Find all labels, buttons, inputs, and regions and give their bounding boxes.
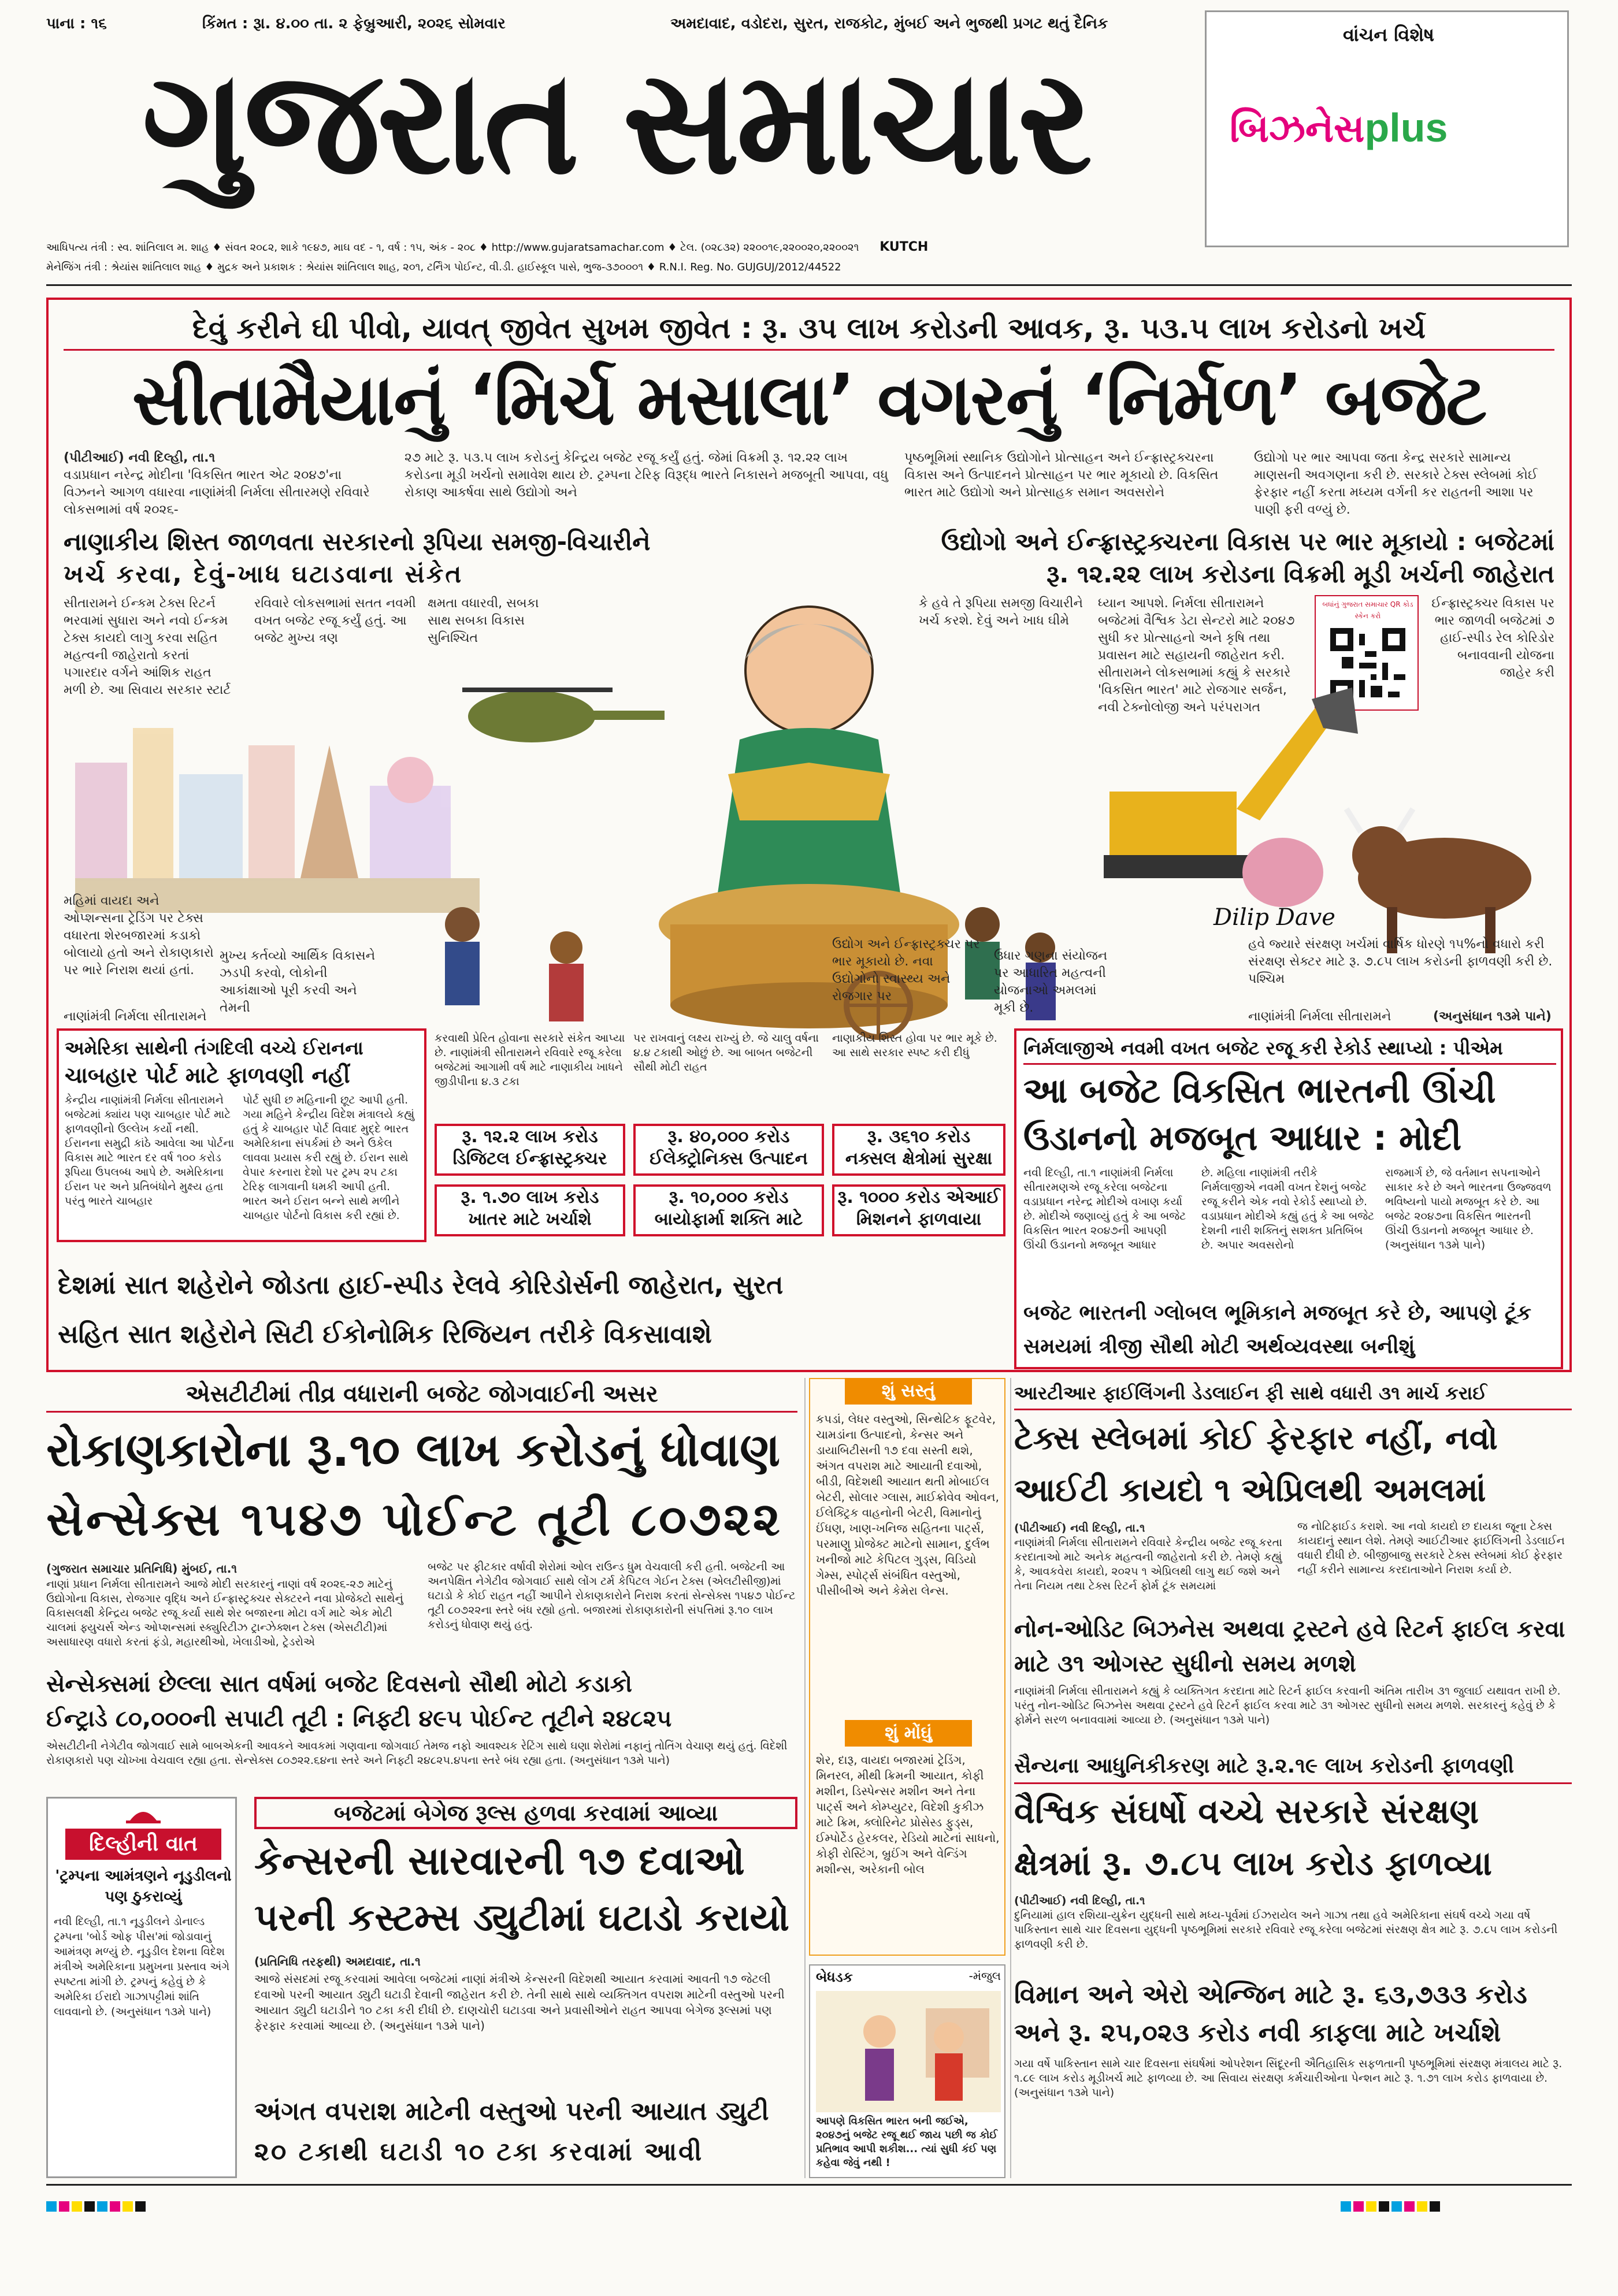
fact-box-2-label: ઈલેક્ટ્રોનિક્સ ઉત્પાદન [650,1149,808,1169]
cancer-headline-1[interactable]: કેન્સરની સારવારની ૧૭ દવાઓ [254,1838,745,1884]
sensex-kicker-rule [46,1411,797,1413]
lead-body-g: મહિમાં વાયદા અને ઓપ્શન્સના ટ્રેડિંગ પર ટેક્સ વધારતા શેરબજારમાં કડાકો બોલાયો હતો અને રોકાણકારો પર ભારે નિરાશ થયાં હતાં. [64,894,214,978]
registration-swatch [84,2201,95,2212]
modi-box [1014,1028,1563,1369]
bedhadak-cartoon [809,1964,1005,2178]
tax-headline-1[interactable]: ટેક્સ સ્લેબમાં કોઈ ફેરફાર નહીં, નવો [1014,1420,1498,1457]
fact-box-6-amount: રૂ. ૧૦૦૦ કરોડ એઆઈ [837,1187,1000,1208]
tax-body-3: નાણાંમંત્રી નિર્મલા સીતારામને કહ્યું કે વ્યક્તિગત કરદાતા માટે રિટર્ન ફાઈલ કરવાની અંતિમ તારીખ ૩૧ જુલાઈ યથાવત રાખી છે. પરંતુ નોન-ઓડિટ બિઝનેસ અથવા ટ્રસ્ટને હવે રિટર્ન ફાઈલ કરવા માટે ૩૧ ઓગસ્ટ સુધીનો સમય મળશે. સરકારનું કહેવું છે કે ફોર્મને સરળ બનાવવામાં આવ્યા છે. (અનુસંધાન ૧૩મે પાને) [1014,1685,1561,1726]
cancer-dateline: (પ્રતિનિધિ તરફથી) અમદાવાદ, તા.૧ [254,1955,421,1968]
newspaper-title: ગુજરાત સમાચાર [142,36,1089,206]
defence-kicker-rule [1014,1782,1572,1784]
cancer-body: આજે સંસદમાં રજૂ કરવામાં આવેલા બજેટમાં નાણાં મંત્રીએ કેન્સરની વિદેશથી આયાત કરવામાં આવતી ૧૭ જેટલી દવાઓ પરની આયાત ડ્યુટી ઘટાડી દેવાની જાહેરાત કરી છે. તેની સાથે સાથે વ્યક્તિગત વપરાશ માટેની વસ્તુઓ પરની આયાત ડ્યુટી ઘટાડીને ૧૦ ટકા કરી દીધી છે. દાણચોરી ઘટાડવા અને પ્રવાસીઓને રાહત આપવા બેગેજ રૂલ્સમાં પણ ફેરફાર કરવામાં આવ્યા છે. (અનુસંધાન ૧૩મે પાને) [254,1972,785,2033]
special-label: વાંચન વિશેષ [1342,24,1435,46]
sensex-sub-1: સેન્સેક્સમાં છેલ્લા સાત વર્ષમાં બજેટ દિવસનો સૌથી મોટો કડાકો [46,1671,633,1697]
lead-headline[interactable]: સીતામૈયાનું ‘મિર્ચ મસાલા’ વગરનું ‘નિર્મળ’ બજેટ [132,359,1486,441]
fact-box-1-amount: રૂ. ૧૨.૨ લાખ કરોડ [462,1127,598,1147]
lead-intro-mid: ૨૭ માટે રૂ. ૫૩.૫ લાખ કરોડનું કેન્દ્રિય બજેટ રજૂ કર્યું હતું. જેમાં વિક્રમી રૂ. ૧૨.૨૨ લાખ કરોડના મૂડી ખર્ચનો સમાવેશ થાય છે. ટ્રમ્પના ટેરિફ વિરૂદ્ધ ભારતે નિકાસને મજબૂતી આપવા, વધુ રોકાણ આકર્ષવા સાથે ઉદ્યોગો અને [404,451,888,500]
modi-kicker-rule [1023,1063,1556,1065]
registration-swatch [59,2201,69,2212]
lead-dateline: (પીટીઆઈ) નવી દિલ્હી, તા.૧ [64,451,216,465]
imprint-line-1 [46,240,1196,259]
supplement-promo[interactable] [1205,10,1569,247]
delhi-column [46,1797,237,2178]
chabahar-headline-2: ચાબહાર પોર્ટ માટે ફાળવણી નહીં [65,1062,350,1088]
defence-body-2: ગયા વર્ષે પાકિસ્તાન સામે ચાર દિવસના સંઘર્ષમાં ઓપરેશન સિંદૂરની ઐતિહાસિક સફળતાની પૃષ્ઠભૂમિમાં સંરક્ષણ મંત્રાલય માટે રૂ. ૧.૮૯ લાખ કરોડ મૂડીખર્ચ માટે ફાળવ્યા છે. આ સિવાય સંરક્ષણ કર્મચારીઓના પેન્શન માટે રૂ. ૧.૭૧ લાખ કરોડ ફાળવાયા છે. (અનુસંધાન ૧૩મે પાને) [1014,2057,1563,2099]
registration-swatch [1430,2201,1440,2212]
fact-box-6 [832,1184,1005,1236]
chabahar-box [57,1028,426,1242]
defence-headline-1[interactable]: વૈશ્વિક સંઘર્ષો વચ્ચે સરકારે સંરક્ષણ [1014,1792,1479,1831]
column-divider [804,1378,806,2178]
fact-box-2 [633,1124,824,1176]
supplement-name: બિઝનેસ [1230,106,1365,151]
tax-body-2: જ નોટિફાઈડ કરાશે. આ નવો કાયદો છ દાયકા જૂના ટેક્સ કાયદાનું સ્થાન લેશે. તેમણે આઈટીઆર ફાઈલિંગની ડેડલાઈન વધારી દીધી છે. બીજીબાજુ સરકારે ટેક્સ સ્લેબમાં કોઈ ફેરફાર નહીં કરીને સામાન્ય કરદાતાઓને નિરાશ કર્યા છે. [1297,1520,1565,1576]
defence-body-1: દુનિયામાં હાલ રશિયા-યુક્રેન યુદ્ધની સાથે મધ્ય-પૂર્વમાં ઈઝરાયેલ અને ગાઝા તથા હવે અમેરિકાના સંઘર્ષ વચ્ચે ગયા વર્ષે પાકિસ્તાન સાથે ચાર દિવસના યુદ્ધની પૃષ્ઠભૂમિમાં સરકારે રવિવારે રજૂ કરેલા બજેટમાં સંરક્ષણ ક્ષેત્ર માટે રૂ. ૭.૮૫ લાખ કરોડની ફાળવણી કરી છે. [1014,1909,1558,1951]
defence-sub-1: વિમાન અને એરો એન્જિન માટે રૂ. ૬૩,૭૩૩ કરોડ [1014,1980,1527,2009]
fact-box-1-label: ડિજિટલ ઈન્ફ્રાસ્ટ્રક્ચર [452,1149,607,1169]
registration-swatch [135,2201,146,2212]
cheaper-body: કપડાં, લેધર વસ્તુઓ, સિન્થેટિક ફૂટવેર, ચામડાંના ઉત્પાદનો, કેન્સર અને ડાયાબિટીસની ૧૭ દવા સસ્તી થશે, અંગત વપરાશ માટે આયાતી દવાઓ, બીડી, વિદેશથી આયાત થતી મોબાઈલ બેટરી, સોલાર ગ્લાસ, માઈક્રોવેવ ઓવન, ઈલેક્ટ્રિક વાહનોની બેટરી, વિમાનોનું ઈંધણ, ખાણ-ખનિજ સહિતના પાર્ટ્સ, પરમાણુ પ્રોજેક્ટ માટેનો સામાન, દુર્લભ ખનીજો માટે કેપિટલ ગુડ્સ, વિડિયો ગેમ્સ, સ્પોર્ટ્સ સંબંધિત વસ્તુઓ, પીસીબીએ અને કેમેરા લેન્સ. [816,1412,999,1597]
color-registration-strip [46,2195,1572,2219]
sensex-sub-2: ઈન્ટ્રાડે ૮૦,૦૦૦ની સપાટી તૂટી : નિફ્ટી ૪૯૫ પોઈન્ટ તૂટીને ૨૪૮૨૫ [46,1706,672,1732]
rail-headline-1: દેશમાં સાત શહેરોને જોડતા હાઈ-સ્પીડ રેલવે કોરિડોર્સની જાહેરાત, સુરત [58,1270,784,1300]
delhi-headline: 'ટ્રમ્પના આમંત્રણને નૂડુડીલનો પણ ઠુકરાવ્યું [55,1867,232,1905]
page-label: પાના : ૧૬ [46,15,107,32]
fact-box-3-amount: રૂ. ૩૬૧૦ કરોડ [867,1127,971,1147]
supplement-plus: plus [1364,105,1448,150]
cancer-kicker: બજેટમાં બેગેજ રૂલ્સ હળવા કરવામાં આવ્યા [254,1797,797,1829]
costlier-label: શું મોંઘું [845,1720,972,1747]
tax-body-1: નાણાંમંત્રી નિર્મલા સીતારામને રવિવારે કેન્દ્રીય બજેટ રજૂ કરતા કરદાતાઓ માટે અનેક મહત્વની જાહેરાતો કરી છે. તેમણે કહ્યું કે, આવકવેરા કાયદો, ૨૦૨૫ ૧ એપ્રિલથી લાગુ થઈ જશે અને તેના નિયમ તથા ટેક્સ રિટર્ન ફોર્મ ટૂંક સમયમાં [1014,1536,1282,1592]
column-divider [1010,1378,1011,2178]
fact-box-2-amount: રૂ. ૪૦,૦૦૦ કરોડ [667,1127,790,1147]
sensex-headline-2[interactable]: સેન્સેક્સ ૧૫૪૭ પોઈન્ટ તૂટી ૮૦૭૨૨ [46,1492,782,1546]
fact-box-4-amount: રૂ. ૧.૭૦ લાખ કરોડ [461,1187,599,1208]
lead-cont-1: નાણાંમંત્રી નિર્મલા સીતારામને [64,1009,207,1024]
registration-swatch [1366,2201,1376,2212]
lead-body-k: ઉદ્યોગ અને ઈન્ફ્રાસ્ટ્રક્ચર પર ભાર મૂકાયો છે. નવા ઉદ્યોગોનો સ્વાસ્થ્ય અને રોજગાર પર [832,937,980,1004]
sensex-dateline: (ગુજરાત સમાચાર પ્રતિનિધિ) મુંબઈ, તા.૧ [46,1562,237,1576]
lead-body-f: ઈન્ફ્રાસ્ટ્રક્ચર વિકાસ પર ભાર જાળવી બજેટમાં ૭ હાઈ-સ્પીડ રેલ કોરિડોર બનાવવાની યોજના જાહેર કરી [1431,596,1554,680]
defence-dateline: (પીટીઆઈ) નવી દિલ્હી, તા.૧ [1014,1894,1145,1907]
bedhadak-caption: આપણે વિકસિત ભારત બની જઈએ, ૨૦૪૭નું બજેટ રજૂ થઈ જાય પછી જ કોઈ પ્રતિભાવ આપી શકીશ... ત્યાં સુધી કંઈ પણ કહેવા જેવું નથી ! [816,2115,998,2169]
modi-kicker: નિર્મલાજીએ નવમી વખત બજેટ રજૂ કરી રેકોર્ડ સ્થાપ્યો : પીએમ [1023,1037,1503,1059]
defence-sub-2: અને રૂ. ૨૫,૦૨૩ કરોડ નવી કાફલા માટે ખર્ચાશે [1014,2018,1501,2048]
bedhadak-artist: -મંજુલ [968,1969,1001,1983]
lead-sub-left-2: ખર્ચ કરવા, દેવું-ખાધ ઘટાડવાના સંકેત [64,560,463,588]
city-skyline-icon [75,728,480,913]
lead-body-h: મુખ્ય કર્તવ્યો આર્થિક વિકાસને ઝડપી કરવો, લોકોની આકાંક્ષાઓ પૂરી કરવી અને તેમની [220,949,376,1015]
lead-cont-2: નાણાંમંત્રી નિર્મલા સીતારામને [1248,1009,1391,1024]
lead-body-j: ઉધાર ગણના સંયોજન પર આધારિત મહત્વની યોજનાઓ અમલમાં મૂકી છે. [994,949,1108,1015]
kicker-underline [64,349,1554,351]
registration-swatch [46,2201,57,2212]
fact-box-4 [435,1184,625,1236]
registration-swatch [1417,2201,1427,2212]
sensex-body-3: એસટીટીની નેગેટીવ જોગવાઈ સામે બાબએકની આવકને આવકમાં ગણવાના જોગવાઈ તેમજ નફો આવશ્યક રેટિંગ સાથે ઘણા શેરોમાં નફાનું તોતિંગ વેચાણ થયું હતું. વિદેશી રોકાણકારો પણ ચોખ્ખા વેચવાલ રહ્યા હતા. સેન્સેક્સ ૮૦૭૨૨.૬૪ના સ્તરે અને નિફ્ટી ૨૪૮૨૫.૪૫ના સ્તરે બંધ રહ્યા હતા. (અનુસંધાન ૧૩મે પાને) [46,1740,788,1767]
delhi-label: દિલ્હીની વાત [65,1829,221,1860]
fact-box-1 [435,1124,625,1176]
rail-headline-2: સહિત સાત શહેરોને સિટી ઈકોનોમિક રિજિયન તરીકે વિકસાવાશે [58,1320,712,1349]
helicopter-icon [462,688,665,742]
tax-sub: નોન-ઓડિટ બિઝનેસ અથવા ટ્રસ્ટને હવે રિટર્ન ફાઈલ કરવા માટે ૩૧ ઓગસ્ટ સુધીનો સમય મળશે [1014,1616,1565,1677]
modi-headline-2[interactable]: ઉડાનનો મજબૂત આધાર : મોદી [1023,1118,1462,1158]
cancer-deck-2: ૨૦ ટકાથી ઘટાડી ૧૦ ટકા કરવામાં આવી [254,2137,704,2167]
lead-body-a: સીતારામને ઈન્કમ ટેક્સ રિટર્ન ભરવામાં સુધારા અને નવો ઈન્કમ ટેક્સ કાયદો લાગુ કરવા સહિત મહત્વની જાહેરાતો કરતાં પગારદાર વર્ગને આંશિક રાહત મળી છે. આ સિવાય સરકાર સ્ટાર્ટ [64,596,231,697]
lead-sub-right-1: ઉદ્યોગો અને ઈન્ફ્રાસ્ટ્રક્ચરના વિકાસ પર ભાર મૂકાયો : બજેટમાં [941,527,1554,556]
chabahar-headline-1: અમેરિકા સાથેની તંગદિલી વચ્ચે ઈરાનના [65,1037,363,1059]
cheaper-label: શું સસ્તું [845,1378,972,1405]
imprint-line-2: મેનેજિંગ તંત્રી : શ્રેયાંસ શાંતિલાલ શાહ ♦ મુદ્રક અને પ્રકાશક : શ્રેયાંસ શાંતિલાલ શાહ, ૨૦૧, ટર્નિંગ પોઈન્ટ, વી.ડી. હાઈસ્કૂલ પાસે, ભુજ-૩૭૦૦૦૧ ♦ R.N.I. Reg. No. GUJGUJ/2012/44522 [46,261,841,273]
tax-kicker-rule [1014,1409,1572,1410]
sensex-body-1: નાણાં પ્રધાન નિર્મલા સીતારામને આજે મોદી સરકારનું નાણાં વર્ષ ૨૦૨૬-૨૭ માટેનું ઉદ્યોગોના વિકાસ, રોજગાર વૃદ્ધિ અને ઈન્ફ્રાસ્ટ્રક્ચર સેક્ટરને નવા પ્રોજેક્ટો સાથેનું વિકાસલક્ષી કેન્દ્રિય બજેટ રજૂ કર્યા સાથે શેર બજારના મોટા વર્ગ માટે એક મોટી ચાલમાં ફ્યુચર્સ એન્ડ ઓપ્શન્સમાં સ્ક્યુરિટીઝ ટ્રાન્ઝેક્શન ટેક્સ (એસટીટી)માં અસાધારણ વધારો કરતાં ફંડો, મહારથીઓ, ખેલાડીઓ, ટ્રેડરોએ [46,1578,403,1648]
tax-headline-2[interactable]: આઈટી કાયદો ૧ એપ્રિલથી અમલમાં [1014,1472,1486,1509]
registration-swatch [110,2201,120,2212]
lead-intro-far: ઉદ્યોગો પર ભાર આપવા જતા કેન્દ્ર સરકારે સામાન્ય માણસની અવગણના કરી છે. સરકારે ટેક્સ સ્લેબમાં કોઈ ફેરફાર નહીં કરતા મધ્યમ વર્ગની કર રાહતની આશા પર પાણી ફરી વળ્યું છે. [1254,451,1538,517]
registration-right [1341,2201,1572,2213]
editions-line: અમદાવાદ, વડોદરા, સુરત, રાજકોટ, મુંબઈ અને ભુજથી પ્રગટ થતું દૈનિક [670,15,1108,32]
registration-swatch [1404,2201,1415,2212]
facts-intro-1: કરવાથી પ્રેરિત હોવાના સરકારે સંકેત આપ્યા છે. નાણાંમંત્રી સીતારામને રવિવારે રજૂ કરેલા બજેટમાં આગામી વર્ષ માટે નાણાકીય ખાધને જીડીપીના ૪.૩ ટકા [435,1032,625,1088]
defence-headline-2[interactable]: ક્ષેત્રમાં રૂ. ૭.૮૫ લાખ કરોડ ફાળવ્યા [1014,1844,1492,1883]
fact-box-5-label: બાયોફાર્મા શક્તિ માટે [654,1209,803,1229]
modi-body-1: નવી દિલ્હી, તા.૧ નાણાંમંત્રી નિર્મલા સીતારમણએ રજૂ કરેલા બજેટના વડાપ્રધાન નરેન્દ્ર મોદીએ વખાણ કર્યા છે. મોદીએ જણાવ્યું હતું કે આ બજેટ વિકસિત ભારત ૨૦૪૭ની આપણી ઊંચી ઉડાનનો મજબૂત આધાર [1023,1166,1186,1251]
sensex-kicker: એસટીટીમાં તીવ્ર વધારાની બજેટ જોગવાઈની અસર [185,1381,658,1407]
registration-swatch [1341,2201,1351,2212]
fact-box-6-label: મિશનને ફાળવાયા [856,1209,982,1229]
facts-intro-3: નાણાકીય શિસ્ત હોવા પર ભાર મૂકે છે. આ સાથે સરકાર સ્પષ્ટ કરી દીધું [832,1032,997,1059]
bedhadak-illustration-icon [816,1991,1001,2112]
cheaper-box [809,1378,1005,1956]
chabahar-body-2: પોર્ટ સુધી છ મહિનાની છૂટ આપી હતી. ગયા મહિને કેન્દ્રીય વિદેશ મંત્રાલયે કહ્યું હતું કે ચાબહાર પોર્ટ વિવાદ મુદ્દે ભારત અમેરિકાના સંપર્કમાં છે અને ઉકેલ લાવવા પ્રયાસ કરી રહ્યું છે. ઈરાન સાથે વેપાર કરનારા દેશો પર ટ્રમ્પ ૨૫ ટકા ટેરિફ લાગવાની ધમકી આપી હતી. ભારત અને ઈરાન બન્ને સાથે મળીને ચાબહાર પોર્ટનો વિકાસ કરી રહ્યાં છે. [243,1094,415,1222]
tax-kicker: આરટીઆર ફાઈલિંગની ડેડલાઈન ફી સાથે વધારી ૩૧ માર્ચ કરાઈ [1014,1382,1487,1404]
registration-swatch [72,2201,82,2212]
modi-body-2: છે. મહિલા નાણાંમંત્રી તરીકે નિર્મલાજીએ નવમી વખત દેશનું બજેટ રજૂ કરીને એક નવો રેકોર્ડ સ્થાપ્યો છે. વડાપ્રધાન મોદીએ કહ્યું હતું કે આ બજેટ દેશની નારી શક્તિનું સશક્ત પ્રતિબિંબ છે. અપાર અવસરોનો [1201,1166,1375,1251]
bedhadak-label: બેધડક [816,1969,853,1985]
lead-sub-right-2: રૂ. ૧૨.૨૨ લાખ કરોડના વિક્રમી મૂડી ખર્ચની જાહેરાત [1046,560,1554,588]
lead-body-d: કે હવે તે રૂપિયા સમજી વિચારીને ખર્ચ કરશે. દેવું અને ખાધ ઘીમે [919,596,1083,628]
defence-kicker: સૈન્યના આધુનિકીકરણ માટે રૂ.૨.૧૯ લાખ કરોડની ફાળવણી [1014,1754,1515,1778]
registration-swatch [97,2201,107,2212]
cancer-deck-1: અંગત વપરાશ માટેની વસ્તુઓ પરની આયાત ડ્યુટી [254,2097,769,2126]
lead-body-e: ધ્યાન આપશે. નિર્મલા સીતારામને બજેટમાં વૈશ્વિક ડેટા સેન્ટરો માટે ૨૦૪૭ સુધી કર પ્રોત્સાહનો અને કૃષિ તથા પ્રવાસન માટે સહાયની જાહેરાત કરી. સીતારામને લોકસભામાં કહ્યું કે સરકારે 'વિકસિત ભારત' માટે રોજગાર સર્જન, નવી ટેક્નોલોજી અને પરંપરાગત [1098,596,1295,715]
facts-intro-2: પર રાખવાનું લક્ષ્ય રાખ્યું છે. જે ચાલુ વર્ષના ૪.૪ ટકાથી ઓછું છે. આ બાબત બજેટની સૌથી મોટી રાહત [633,1032,819,1073]
parliament-icon [123,1803,164,1826]
modi-body-3: રાજમાર્ગ છે, જે વર્તમાન સપનાઓને સાકાર કરે છે અને ભારતના ઉજ્જવળ ભવિષ્યનો પાયો મજબૂત કરે છે. આ બજેટ ૨૦૪૭ના વિકસિત ભારતની ઊંચી ઉડાનનો મજબૂત આધાર છે. (અનુસંધાન ૧૩મે પાને) [1385,1166,1552,1251]
modi-deck: બજેટ ભારતની ગ્લોબલ ભૂમિકાને મજબૂત કરે છે, આપણે ટૂંક સમયમાં ત્રીજી સૌથી મોટી અર્થવ્યવસ્થા બનીશું [1023,1301,1532,1358]
fact-box-3 [832,1124,1005,1176]
lead-sub-left-1: નાણાકીય શિસ્ત જાળવતા સરકારનો રૂપિયા સમજી-વિચારીને [64,527,651,556]
costlier-body: શેર, દારૂ, વાયદા બજારમાં ટ્રેડિંગ, મિનરલ, મીથી ક્રિમની આયાત, કોફી મશીન, ડિસ્પેન્સર મશીન અને તેના પાર્ટ્સ અને કોમ્પ્યુટર, વિદેશી કુકીઝ માટે ક્રિમ, ક્લોરિનેટ પ્રોસેસ્ડ ફુડ્સ, ઈમ્પોર્ટેડ હેરકલર, રેડિયો માટેનાં સાધનો, કોફી રોસ્ટિંગ, બ્રુઈંગ અને વેન્ડિંગ મશીન્સ, અરેકાની બોલ [816,1753,1000,1876]
chabahar-body-1: કેન્દ્રીય નાણાંમંત્રી નિર્મલા સીતારામને બજેટમાં ક્યાંય પણ ચાબહાર પોર્ટ માટે ફાળવણીનો ઉલ્લેખ કર્યો નથી. ઈરાનના સમુદ્રી કાંઠે આવેલા આ પોર્ટના વિકાસ માટે ભારત દર વર્ષ ૧૦૦ કરોડ રૂપિયા ઉપલબ્ધ આપે છે. અમેરિકાના ઈરાન પર અને પ્રતિબંધોને મુક્ષ્ય હતા પરંતુ ભારતે ચાબહાર [65,1094,235,1208]
registration-swatch [1391,2201,1402,2212]
lead-body-i: હવે જ્યારે સંરક્ષણ ખર્ચમાં વાર્ષિક ધોરણે ૧૫%નો વધારો કરી સંરક્ષણ સેક્ટર માટે રૂ. ૭.૮૫ લાખ કરોડની ફાળવણી કરી છે. પશ્ચિમ [1248,937,1553,986]
lead-intro-right: પૃષ્ઠભૂમિમાં સ્થાનિક ઉદ્યોગોને પ્રોત્સાહન અને ઈન્ફ્રાસ્ટ્રક્ચરના વિકાસ અને ઉત્પાદનને પ્રોત્સાહન પર ભાર મૂકાયો છે. વિકસિત ભારત માટે ઉદ્યોગો અને પ્રોત્સાહક સમાન અવસરોને [904,451,1219,500]
registration-swatch [1353,2201,1364,2212]
lead-intro-left: વડાપ્રધાન નરેન્દ્ર મોદીના 'વિકસિત ભારત એટ ૨૦૪૭'ના વિઝનને આગળ વધારવા નાણાંમંત્રી નિર્મલા સીતારમણે રવિવારે લોકસભામાં વર્ષ ૨૦૨૬- [64,468,370,517]
modi-headline-1[interactable]: આ બજેટ વિકસિત ભારતની ઊંચી [1023,1071,1496,1111]
imprint-text: આધિપત્ય તંત્રી : સ્વ. શાંતિલાલ મ. શાહ ♦ સંવત ૨૦૮૨, શાકે ૧૯૪૭, માઘ વદ - ૧, વર્ષ : ૧૫, અંક - ૨૦૮ ♦ http://www.gujaratsamachar.com ♦ ટેલ. (૦૨૮૩૨) ૨૨૦૦૧૯,૨૨૦૦૨૦,૨૨૦૦૨૧ [46,242,859,254]
price-date: કિંમત : રૂા. ૪.૦૦ તા. ૨ ફેબ્રુઆરી, ૨૦૨૬ સોમવાર [202,15,506,32]
masthead-rule [46,284,1572,286]
fact-box-5 [633,1184,824,1236]
qr-caption: બધાંનું ગુજરાત સમાચાર QR કોડ સ્કેન કરો [1322,600,1413,620]
excavator-icon [1104,688,1358,878]
registration-swatch [1379,2201,1389,2212]
lead-cont-3[interactable]: (અનુસંધાન ૧૩મે પાને) [1433,1009,1552,1024]
fact-box-4-label: ખાતર માટે ખર્ચાશે [468,1209,592,1229]
delhi-body: નવી દિલ્હી, તા.૧ નૂડુડીલને ડોનાલ્ડ ટ્રમ્પના 'બોર્ડ ઓફ પીસ'માં જોડાવાનું આમંત્રણ મળ્યું છે. નૂડુડીલ દેશના વિદેશ મંત્રીએ અમેરિકાના પ્રમુખના પ્રસ્તાવ અંગે સ્પષ્ટતા માંગી છે. ટ્રમ્પનું કહેવું છે કે અમેરિકા ઈરાદો ગાઝાપટ્ટીમાં શાંતિ લાવવાનો છે. (અનુસંધાન ૧૩મે પાને) [54,1915,230,2018]
fact-box-3-label: નક્સલ ક્ષેત્રોમાં સુરક્ષા [845,1149,993,1169]
lead-kicker: દેવું કરીને ઘી પીવો, યાવત્ જીવેત સુખમ જીવેત : રૂ. ૩૫ લાખ કરોડની આવક, રૂ. ૫૩.૫ લાખ કરોડનો ખર્ચ [192,311,1426,345]
money-sack-icon [1242,838,1323,907]
sensex-body-2: બજેટ પર ફીટકાર વર્ષાવી શેરોમાં ઓલ રાઉન્ડ ધુમ વેચવાલી કરી હતી. બજેટની આ અનપેક્ષિત નેગેટીવ જોગવાઈ સાથે લોંગ ટર્મ કેપિટલ ગેઈન ટેક્સ (એલટીસીજી)માં ઘટાડો કે કોઈ રાહત નહીં આપીને રોકાણકારોને નિરાશ કરતાં સેન્સેક્સ ૧૫૪૭ પોઈન્ટ તૂટી ૮૦૭૨૨ના સ્તરે બંધ રહ્યો હતો. બજારમાં રોકાણકારોની સંપત્તિમાં રૂ.૧૦ લાખ કરોડનું ધોવાણ થયું હતું. [428,1561,796,1631]
edition-tag: KUTCH [879,240,929,254]
lead-body-c: ક્ષમતા વધારવી, સબકા સાથ સબકા વિકાસ સુનિશ્ચિત [428,596,539,645]
cartoonist-signature: Dilip Dave [1214,904,1335,931]
tax-dateline: (પીટીઆઈ) નવી દિલ્હી, તા.૧ [1014,1522,1145,1535]
sensex-headline-1[interactable]: રોકાણકારોના રૂ.૧૦ લાખ કરોડનું ધોવાણ [46,1423,780,1477]
registration-left [46,2201,277,2213]
cancer-headline-2[interactable]: પરની કસ્ટમ્સ ડ્યુટીમાં ઘટાડો કરાયો [254,1897,789,1940]
lead-body-b: રવિવારે લોકસભામાં સતત નવમી વખત બજેટ રજૂ કર્યું હતું. આ બજેટ મુખ્ય ત્રણ [254,596,416,645]
supplement-logo [1230,105,1553,168]
fact-box-5-amount: રૂ. ૧૦,૦૦૦ કરોડ [669,1187,789,1208]
registration-swatch [123,2201,133,2212]
footer-rule [46,2184,1572,2186]
